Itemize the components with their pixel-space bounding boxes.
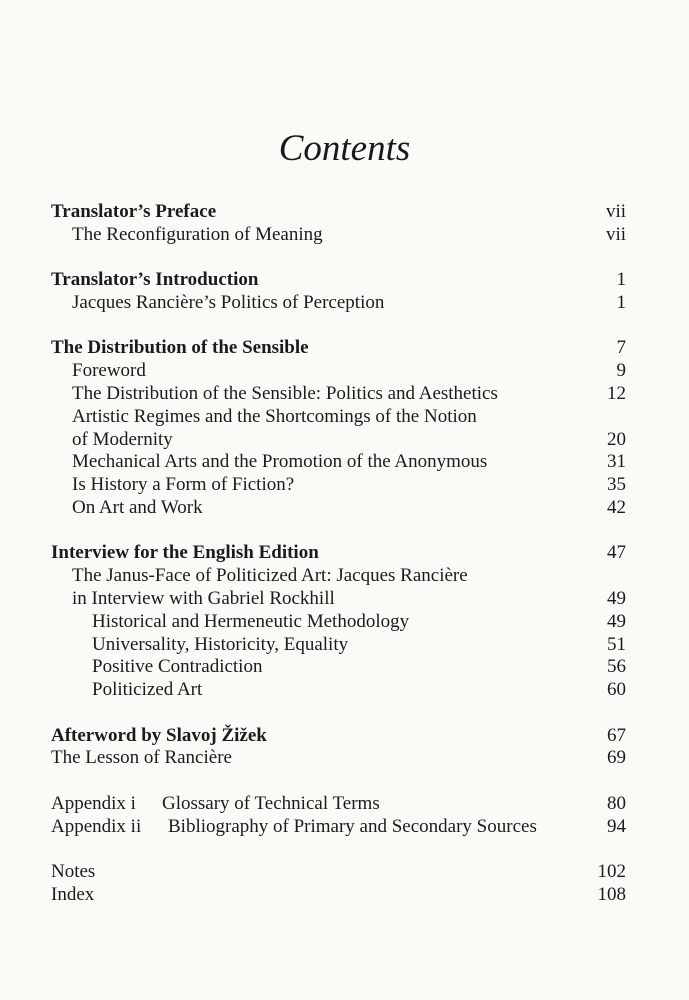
toc-subentry[interactable]	[51, 634, 626, 657]
toc-entry[interactable]	[51, 565, 626, 588]
toc-back-matter-notes[interactable]	[51, 861, 626, 884]
toc-heading-distribution-of-the-sensible[interactable]	[51, 337, 626, 360]
toc-entry-text: Notes	[51, 860, 96, 882]
toc-page-number: 94	[607, 815, 626, 837]
toc-heading-translators-introduction[interactable]	[51, 269, 626, 292]
toc-heading-text: Translator’s Preface	[51, 201, 217, 222]
toc-entry[interactable]	[51, 406, 626, 429]
toc-heading-text: Afterword by Slavoj Žižek	[51, 724, 267, 746]
toc-entry-text: Mechanical Arts and the Promotion of the Anonymous	[72, 451, 488, 473]
toc-entry-text: Is History a Form of Fiction?	[72, 474, 295, 496]
toc-entry-text: Artistic Regimes and the Shortcomings of the Notion	[72, 405, 477, 427]
toc-heading-afterword[interactable]	[51, 725, 626, 748]
page-title: Contents	[278, 128, 411, 169]
toc-page-number: 69	[607, 747, 626, 769]
toc-appendix[interactable]	[51, 793, 626, 816]
toc-page-number: vii	[605, 223, 626, 245]
toc-page-number: 47	[607, 542, 626, 564]
toc-entry[interactable]	[51, 497, 626, 520]
toc-page-number: 42	[607, 496, 626, 518]
toc-page-number: 80	[607, 792, 626, 814]
toc-entry[interactable]	[51, 383, 626, 406]
appendix-label: Appendix ii	[51, 815, 142, 837]
appendix-title: Glossary of Technical Terms	[162, 792, 380, 814]
toc-page-number: vii	[605, 201, 626, 222]
toc-subentry-text: Universality, Historicity, Equality	[92, 633, 349, 655]
toc-entry-text: The Reconfiguration of Meaning	[72, 223, 323, 245]
table-of-contents	[51, 201, 626, 906]
toc-entry[interactable]	[51, 360, 626, 383]
toc-page-number: 35	[607, 474, 626, 496]
toc-entry[interactable]	[51, 474, 626, 497]
toc-page-number: 49	[607, 610, 626, 632]
toc-entry[interactable]	[51, 429, 626, 452]
toc-page-number: 1	[616, 291, 626, 313]
toc-subentry[interactable]	[51, 679, 626, 702]
toc-subentry[interactable]	[51, 611, 626, 634]
toc-page-number: 49	[607, 587, 626, 609]
toc-page-number: 108	[597, 883, 626, 905]
toc-entry-text: of Modernity	[72, 428, 173, 450]
toc-page-number: 67	[607, 724, 626, 746]
toc-subentry-text: Positive Contradiction	[92, 656, 263, 678]
toc-page-number: 56	[607, 656, 626, 678]
toc-back-matter-index[interactable]	[51, 884, 626, 907]
toc-entry[interactable]	[51, 292, 626, 315]
toc-page-number: 1	[616, 269, 626, 291]
toc-subentry-text: Politicized Art	[92, 679, 203, 701]
toc-entry-text: Index	[51, 883, 95, 905]
toc-page-number: 102	[597, 860, 626, 882]
toc-heading-text: Translator’s Introduction	[51, 269, 259, 291]
toc-entry-text: The Distribution of the Sensible: Politics and Aesthetics	[72, 382, 498, 404]
toc-page-number: 12	[607, 382, 626, 404]
toc-page-number: 9	[616, 360, 626, 382]
toc-entry-text: The Janus-Face of Politicized Art: Jacques Rancière	[72, 565, 468, 587]
toc-page-number: 51	[607, 633, 626, 655]
toc-entry[interactable]	[51, 747, 626, 770]
toc-entry[interactable]	[51, 451, 626, 474]
toc-page-number: 60	[607, 679, 626, 701]
toc-subentry[interactable]	[51, 656, 626, 679]
toc-entry-text: Foreword	[72, 360, 146, 382]
appendix-title: Bibliography of Primary and Secondary Sources	[168, 815, 537, 837]
toc-entry-text: The Lesson of Rancière	[51, 747, 232, 769]
toc-heading-interview[interactable]	[51, 542, 626, 565]
toc-heading-translators-preface[interactable]	[51, 201, 626, 224]
toc-appendix[interactable]	[51, 816, 626, 839]
toc-page-number: 31	[607, 451, 626, 473]
toc-entry[interactable]	[51, 588, 626, 611]
toc-entry-text: Jacques Rancière’s Politics of Perception	[72, 291, 385, 313]
toc-heading-text: The Distribution of the Sensible	[51, 337, 309, 359]
toc-page-number: 20	[607, 428, 626, 450]
toc-subentry-text: Historical and Hermeneutic Methodology	[92, 610, 410, 632]
toc-page-number: 7	[616, 337, 626, 359]
toc-entry-text: in Interview with Gabriel Rockhill	[72, 587, 335, 609]
toc-heading-text: Interview for the English Edition	[51, 542, 319, 564]
appendix-label: Appendix i	[51, 792, 136, 814]
toc-entry-text: On Art and Work	[72, 496, 203, 518]
toc-entry[interactable]	[51, 224, 626, 247]
